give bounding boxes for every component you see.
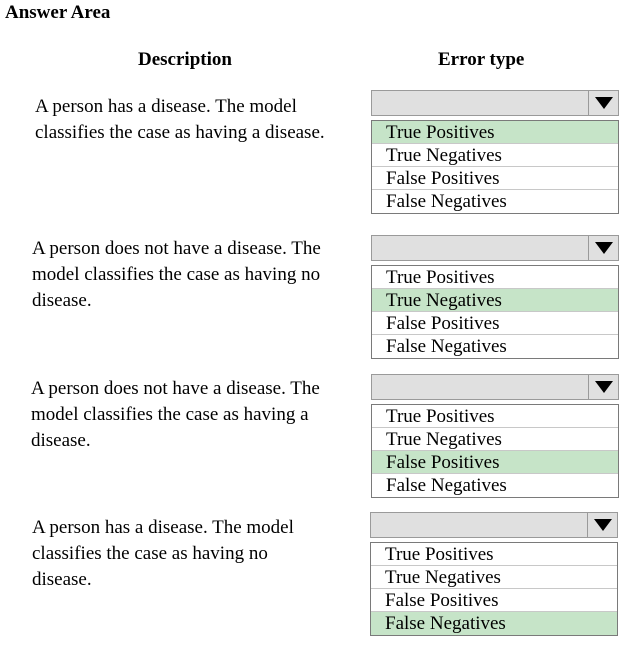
row-4-option-true-positives[interactable]: True Positives: [371, 543, 617, 566]
row-4-options: [370, 542, 618, 636]
row-3-option-false-negatives[interactable]: False Negatives: [386, 475, 507, 496]
row-4-option-false-positives[interactable]: False Positives: [371, 589, 617, 612]
row-4-dropdown[interactable]: [370, 512, 618, 538]
row-1-options: [371, 120, 619, 214]
row-3-option-true-negatives[interactable]: True Negatives: [372, 428, 618, 451]
row-3-description: A person does not have a disease. The model classifies the case as having a disease.: [31, 378, 320, 451]
row-4-option-false-negatives[interactable]: False Negatives: [371, 612, 617, 635]
row-1-option-false-positives[interactable]: False Positives: [372, 167, 618, 190]
row-2-option-false-negatives[interactable]: False Negatives: [386, 336, 507, 357]
triangle-down-icon: [595, 381, 613, 393]
row-2-option-true-positives[interactable]: True Positives: [372, 266, 618, 289]
row-2-options: [371, 265, 619, 359]
row-2-option-true-negatives[interactable]: True Negatives: [372, 289, 618, 312]
row-4-description: A person has a disease. The model classifies the case as having no disease.: [32, 517, 294, 590]
row-4-option-true-negatives[interactable]: True Negatives: [371, 566, 617, 589]
answer-area-title: Answer Area: [5, 2, 111, 23]
row-3-options: [371, 404, 619, 498]
row-2-option-false-positives[interactable]: False Positives: [372, 312, 618, 335]
description-header: Description: [138, 49, 232, 70]
row-2-dropdown-button[interactable]: [588, 236, 618, 260]
triangle-down-icon: [594, 519, 612, 531]
row-1-option-false-negatives[interactable]: False Negatives: [386, 191, 507, 212]
row-2-dropdown[interactable]: [371, 235, 619, 261]
row-3-dropdown[interactable]: [371, 374, 619, 400]
row-3-option-true-positives[interactable]: True Positives: [372, 405, 618, 428]
error-type-header: Error type: [438, 49, 525, 70]
row-3-option-false-positives[interactable]: False Positives: [372, 451, 618, 474]
row-3-dropdown-button[interactable]: [588, 375, 618, 399]
row-1-option-true-negatives[interactable]: True Negatives: [372, 144, 618, 167]
row-1-option-true-positives[interactable]: True Positives: [372, 121, 618, 144]
row-2-description: A person does not have a disease. The model classifies the case as having no disease.: [32, 238, 321, 311]
row-1-description: A person has a disease. The model classifies the case as having a disease.: [35, 96, 325, 143]
row-4-dropdown-button[interactable]: [587, 513, 617, 537]
triangle-down-icon: [595, 97, 613, 109]
row-1-dropdown[interactable]: [371, 90, 619, 116]
row-1-dropdown-button[interactable]: [588, 91, 618, 115]
triangle-down-icon: [595, 242, 613, 254]
